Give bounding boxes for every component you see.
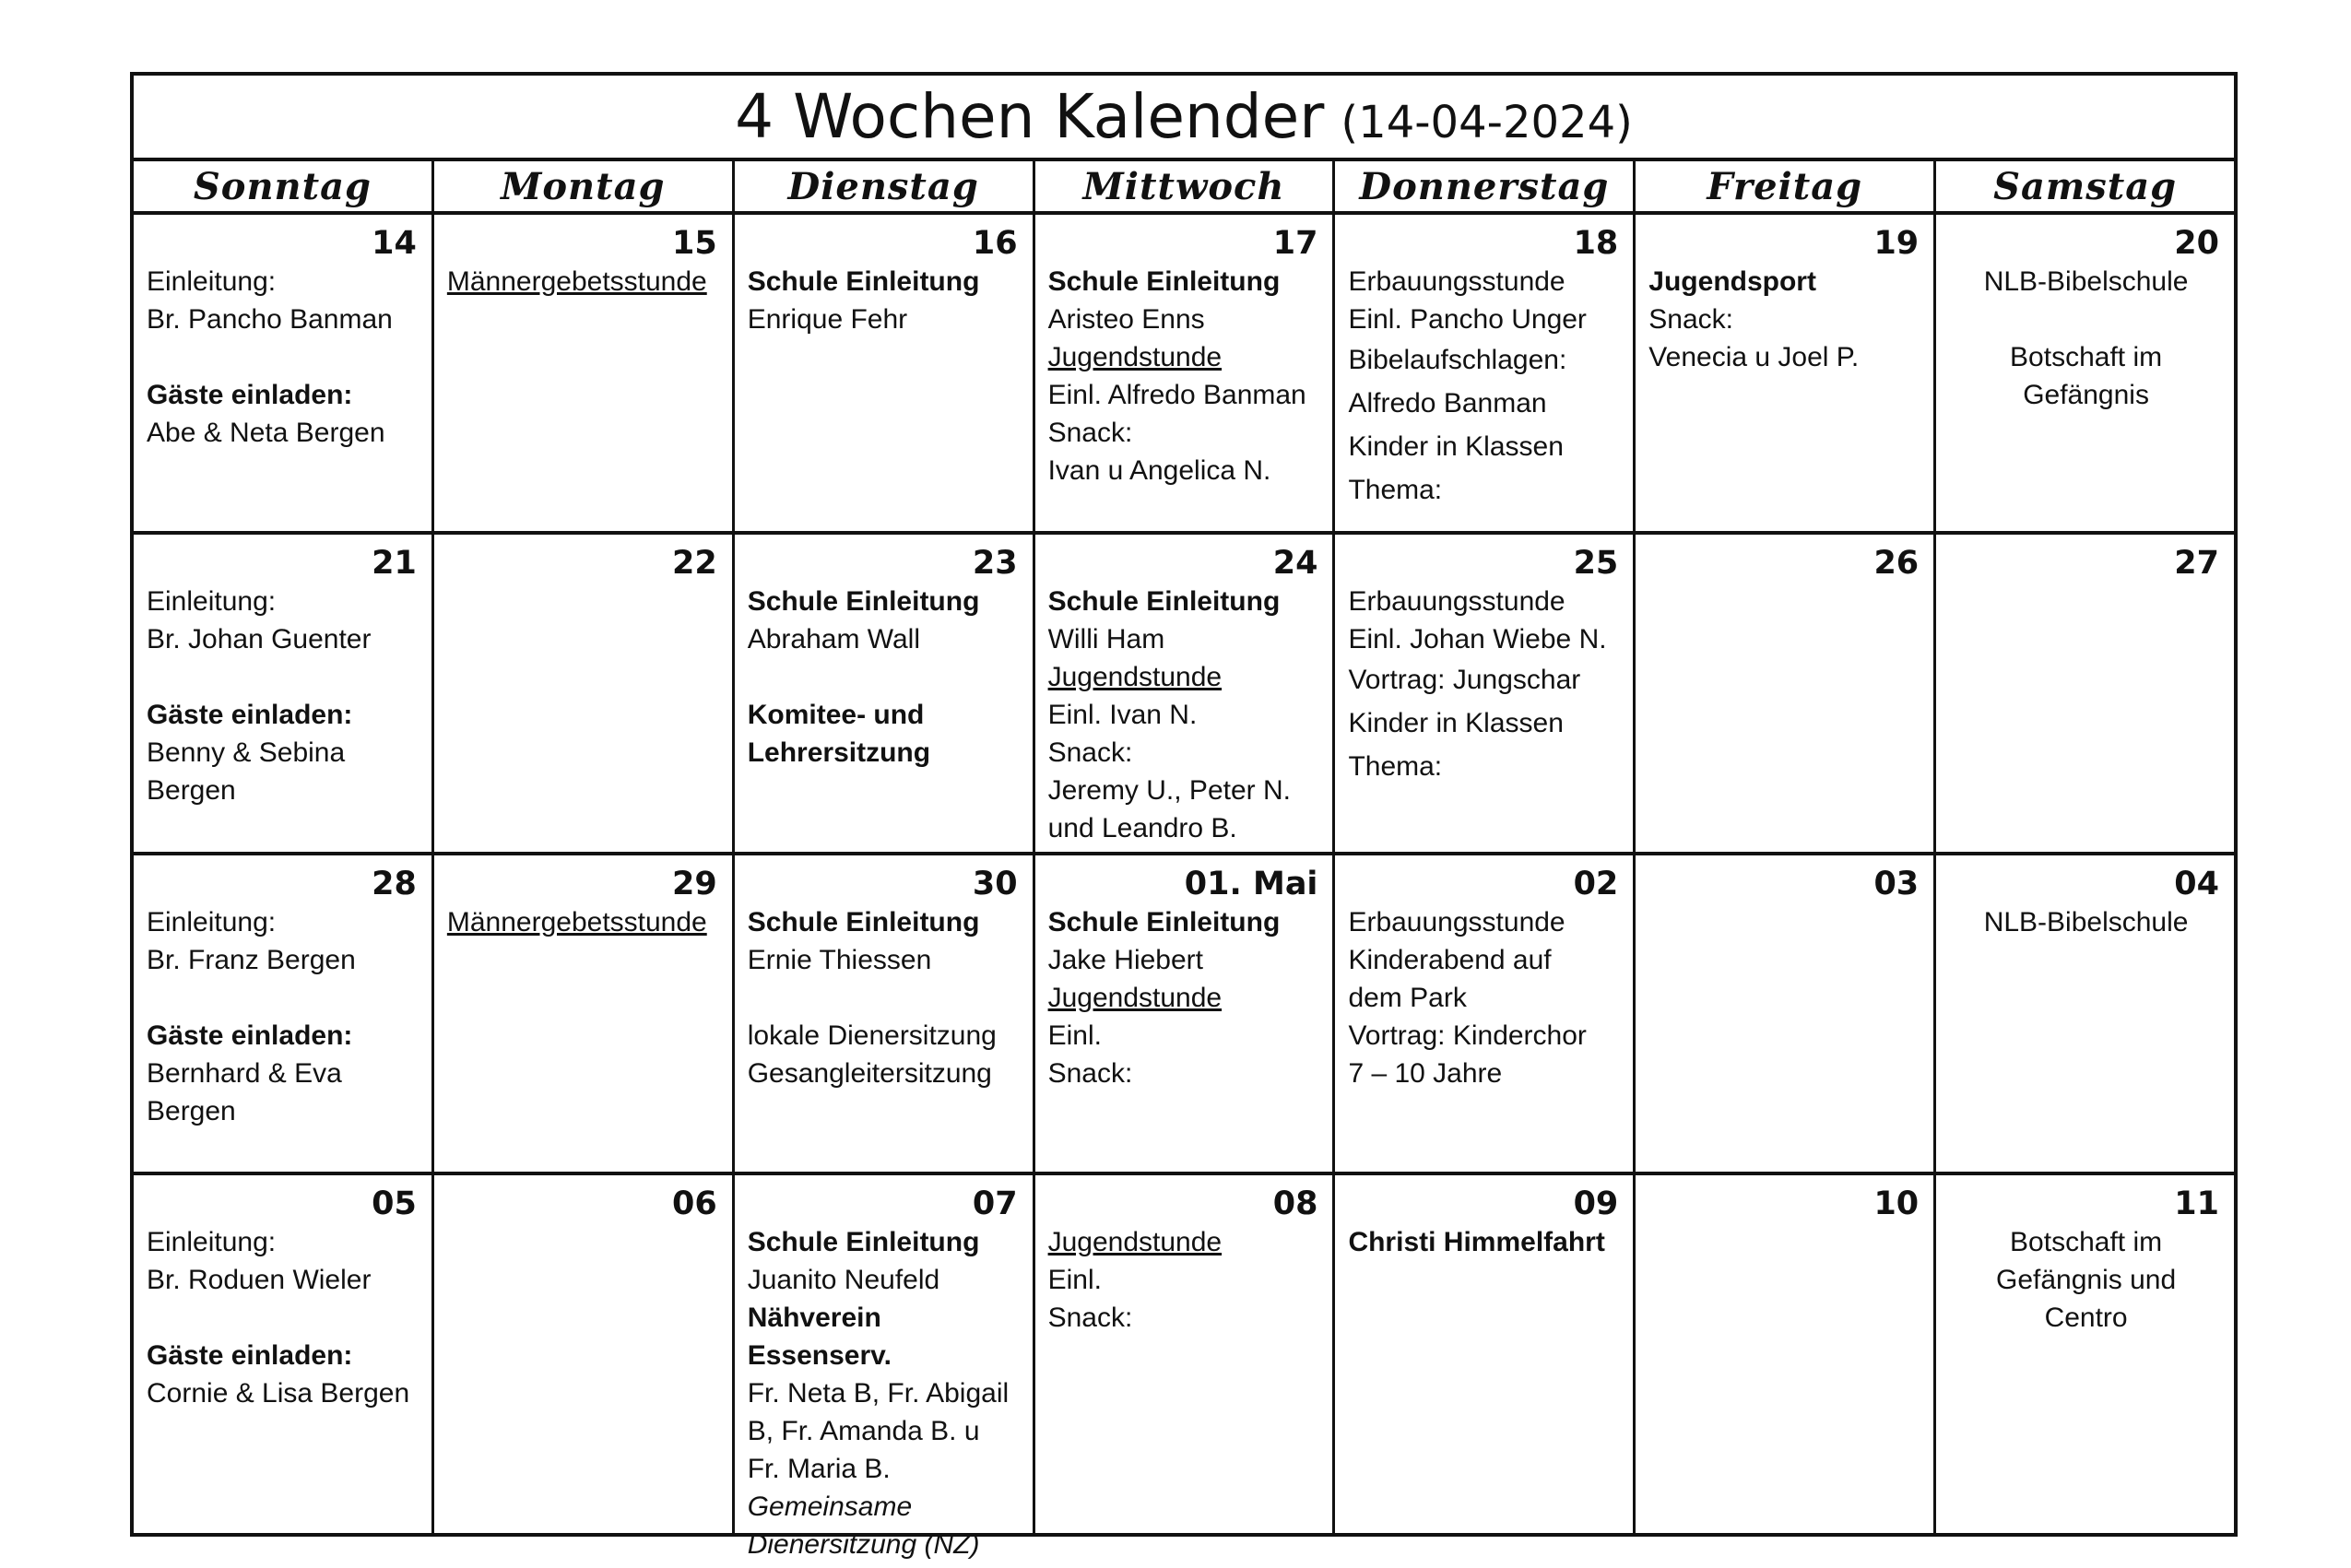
event-line: Gefängnis und <box>1996 1265 2177 1295</box>
event-line: Gemeinsame <box>747 1491 913 1522</box>
event-line: lokale Dienersitzung <box>747 1020 997 1051</box>
weekday-sunday: Sonntag <box>134 161 434 211</box>
day-number: 14 <box>372 225 417 262</box>
day-number: 29 <box>672 866 717 902</box>
event-line: Thema: <box>1348 475 1443 505</box>
day-cell <box>434 535 735 852</box>
event-line: Jeremy U., Peter N. <box>1047 775 1291 806</box>
day-cell <box>1335 1175 1636 1535</box>
event-line: Cornie & Lisa Bergen <box>147 1378 410 1409</box>
day-number: 07 <box>972 1185 1018 1222</box>
event-line: Enrique Fehr <box>747 304 908 335</box>
event-line: Schule Einleitung <box>1047 907 1281 937</box>
day-number: 15 <box>672 225 717 262</box>
day-number: 11 <box>2174 1185 2220 1222</box>
event-line: Einl. Alfredo Banman <box>1047 380 1306 410</box>
day-cell <box>1335 855 1636 1172</box>
event-line: Juanito Neufeld <box>747 1265 940 1295</box>
weekday-monday: Montag <box>434 161 735 211</box>
day-number: 03 <box>1873 866 1920 902</box>
event-line: und Leandro B. <box>1047 813 1237 843</box>
day-cell <box>1636 1175 1936 1535</box>
event-line: Einleitung: <box>147 1227 277 1257</box>
day-cell <box>134 855 434 1172</box>
event-line: Bergen <box>147 1096 236 1126</box>
event-line: Benny & Sebina <box>147 737 346 768</box>
event-line: Willi Ham <box>1047 624 1165 654</box>
day-cell <box>1936 535 2234 852</box>
day-cell <box>1335 535 1636 852</box>
day-number: 30 <box>972 866 1018 902</box>
event-line: Einleitung: <box>147 907 277 937</box>
day-cell <box>735 855 1035 1172</box>
event-line: Venecia u Joel P. <box>1648 342 1860 372</box>
day-cell <box>1035 535 1336 852</box>
day-number: 16 <box>972 225 1018 262</box>
event-line: Schule Einleitung <box>747 1227 980 1257</box>
title-main: 4 Wochen Kalender <box>735 81 1325 152</box>
day-cell <box>735 215 1035 531</box>
event-line: Jugendstunde <box>1047 983 1223 1013</box>
event-line: Erbauungsstunde <box>1348 586 1565 617</box>
event-line: Erbauungsstunde <box>1348 266 1565 297</box>
event-line: Fr. Maria B. <box>747 1454 891 1484</box>
day-number: 27 <box>2174 545 2220 582</box>
day-cell <box>735 535 1035 852</box>
calendar-title <box>134 76 2234 161</box>
event-line: Einl. <box>1047 1020 1102 1051</box>
title-date: (14-04-2024) <box>1341 96 1633 148</box>
week-row <box>134 535 2234 855</box>
day-number: 23 <box>972 545 1018 582</box>
week-row <box>134 855 2234 1175</box>
event-line: Snack: <box>1047 1058 1133 1089</box>
event-line: Botschaft im <box>2010 1227 2163 1257</box>
calendar <box>130 72 2238 1560</box>
event-line: Kinder in Klassen <box>1348 431 1564 462</box>
event-line: Bibelaufschlagen: <box>1348 345 1567 375</box>
event-line: Alfredo Banman <box>1348 388 1547 419</box>
event-line: Komitee- und <box>747 700 925 730</box>
day-number: 02 <box>1573 866 1619 902</box>
event-line: Schule Einleitung <box>747 266 980 297</box>
event-line: Snack: <box>1047 737 1133 768</box>
event-line: B, Fr. Amanda B. u <box>747 1416 980 1446</box>
event-line: Schule Einleitung <box>1047 266 1281 297</box>
event-line: Snack: <box>1648 304 1734 335</box>
day-cell <box>134 1175 434 1535</box>
day-cell <box>434 1175 735 1535</box>
day-number: 01. Mai <box>1184 866 1318 902</box>
event-line: Gäste einladen: <box>147 1340 353 1371</box>
event-line: Nähverein Essenserv. <box>747 1303 892 1371</box>
event-line: Jake Hiebert <box>1047 945 1203 975</box>
event-line: Br. Johan Guenter <box>147 624 372 654</box>
event-line: Centro <box>2044 1303 2128 1333</box>
event-line: Jugendstunde <box>1047 1227 1223 1257</box>
day-cell <box>1936 855 2234 1172</box>
event-line: Kinderabend auf <box>1348 945 1552 975</box>
day-number: 26 <box>1873 545 1920 582</box>
day-number: 20 <box>2174 225 2220 262</box>
event-line: Bergen <box>147 775 236 806</box>
event-line: Lehrersitzung <box>747 737 931 768</box>
day-number: 04 <box>2174 866 2220 902</box>
event-line: Dienersitzung (NZ) <box>747 1529 980 1560</box>
event-line: Schule Einleitung <box>747 907 980 937</box>
event-line: Snack: <box>1047 1303 1133 1333</box>
week-row <box>134 1175 2234 1560</box>
event-line: Snack: <box>1047 418 1133 448</box>
day-cell <box>1636 215 1936 531</box>
event-line: Kinder in Klassen <box>1348 708 1564 738</box>
event-line: Einleitung: <box>147 586 277 617</box>
event-line: NLB-Bibelschule <box>1983 266 2189 297</box>
weekday-wednesday: Mittwoch <box>1035 161 1336 211</box>
event-line: Fr. Neta B, Fr. Abigail <box>747 1378 1010 1409</box>
event-line: Einleitung: <box>147 266 277 297</box>
day-cell <box>134 215 434 531</box>
event-line: Abraham Wall <box>747 624 920 654</box>
day-number: 06 <box>672 1185 717 1222</box>
event-line: Vortrag: Jungschar <box>1348 665 1581 695</box>
event-line: Ivan u Angelica N. <box>1047 455 1271 486</box>
weekday-friday: Freitag <box>1636 161 1936 211</box>
day-cell <box>1936 1175 2234 1535</box>
event-line: Schule Einleitung <box>1047 586 1281 617</box>
day-number: 10 <box>1873 1185 1920 1222</box>
event-line: Einl. <box>1047 1265 1102 1295</box>
event-line: Gesangleitersitzung <box>747 1058 992 1089</box>
event-line: Männergebetsstunde <box>446 266 707 297</box>
day-number: 19 <box>1873 225 1920 262</box>
day-cell <box>134 535 434 852</box>
day-cell <box>735 1175 1035 1560</box>
day-cell <box>1335 215 1636 531</box>
day-cell <box>434 215 735 531</box>
event-line: Gefängnis <box>2023 380 2149 410</box>
event-line: Einl. Johan Wiebe N. <box>1348 624 1607 654</box>
day-cell <box>1035 215 1336 531</box>
event-line: Br. Roduen Wieler <box>147 1265 372 1295</box>
day-number: 18 <box>1573 225 1619 262</box>
weekday-thursday: Donnerstag <box>1335 161 1636 211</box>
weekday-saturday: Samstag <box>1993 164 2178 208</box>
event-line: Ernie Thiessen <box>747 945 932 975</box>
event-line: Erbauungsstunde <box>1348 907 1565 937</box>
event-line: Jugendstunde <box>1047 342 1223 372</box>
event-line: Abe & Neta Bergen <box>147 418 385 448</box>
day-number: 21 <box>372 545 417 582</box>
day-number: 28 <box>372 866 417 902</box>
event-line: Thema: <box>1348 751 1443 782</box>
event-line: Christi Himmelfahrt <box>1348 1227 1605 1257</box>
event-line: Jugendsport <box>1648 266 1816 297</box>
event-line: Gäste einladen: <box>147 1020 353 1051</box>
day-number: 09 <box>1573 1185 1619 1222</box>
day-number: 17 <box>1272 225 1318 262</box>
event-line: Aristeo Enns <box>1047 304 1205 335</box>
event-line: Gäste einladen: <box>147 700 353 730</box>
day-number: 05 <box>372 1185 417 1222</box>
event-line: Gäste einladen: <box>147 380 353 410</box>
day-cell <box>1936 215 2234 531</box>
day-cell <box>1035 855 1336 1172</box>
weekday-tuesday: Dienstag <box>735 161 1035 211</box>
day-number: 25 <box>1573 545 1619 582</box>
event-line: Bernhard & Eva <box>147 1058 342 1089</box>
event-line: Einl. Ivan N. <box>1047 700 1198 730</box>
day-number: 22 <box>672 545 717 582</box>
event-line: Schule Einleitung <box>747 586 980 617</box>
event-line: Br. Pancho Banman <box>147 304 393 335</box>
day-cell <box>1636 535 1936 852</box>
event-line: Br. Franz Bergen <box>147 945 356 975</box>
day-number: 08 <box>1272 1185 1318 1222</box>
week-row <box>134 215 2234 535</box>
day-cell <box>1035 1175 1336 1535</box>
event-line: 7 – 10 Jahre <box>1348 1058 1503 1089</box>
day-number: 24 <box>1272 545 1318 582</box>
event-line: Männergebetsstunde <box>446 907 707 937</box>
calendar-grid <box>134 215 2234 1560</box>
event-line: Jugendstunde <box>1047 662 1223 692</box>
event-line: NLB-Bibelschule <box>1983 907 2189 937</box>
event-line: Botschaft im <box>2010 342 2163 372</box>
day-cell <box>434 855 735 1172</box>
event-line: Einl. Pancho Unger <box>1348 304 1587 335</box>
event-line: Vortrag: Kinderchor <box>1348 1020 1587 1051</box>
event-line: dem Park <box>1348 983 1467 1013</box>
weekday-header-row <box>134 161 2234 215</box>
day-cell <box>1636 855 1936 1172</box>
